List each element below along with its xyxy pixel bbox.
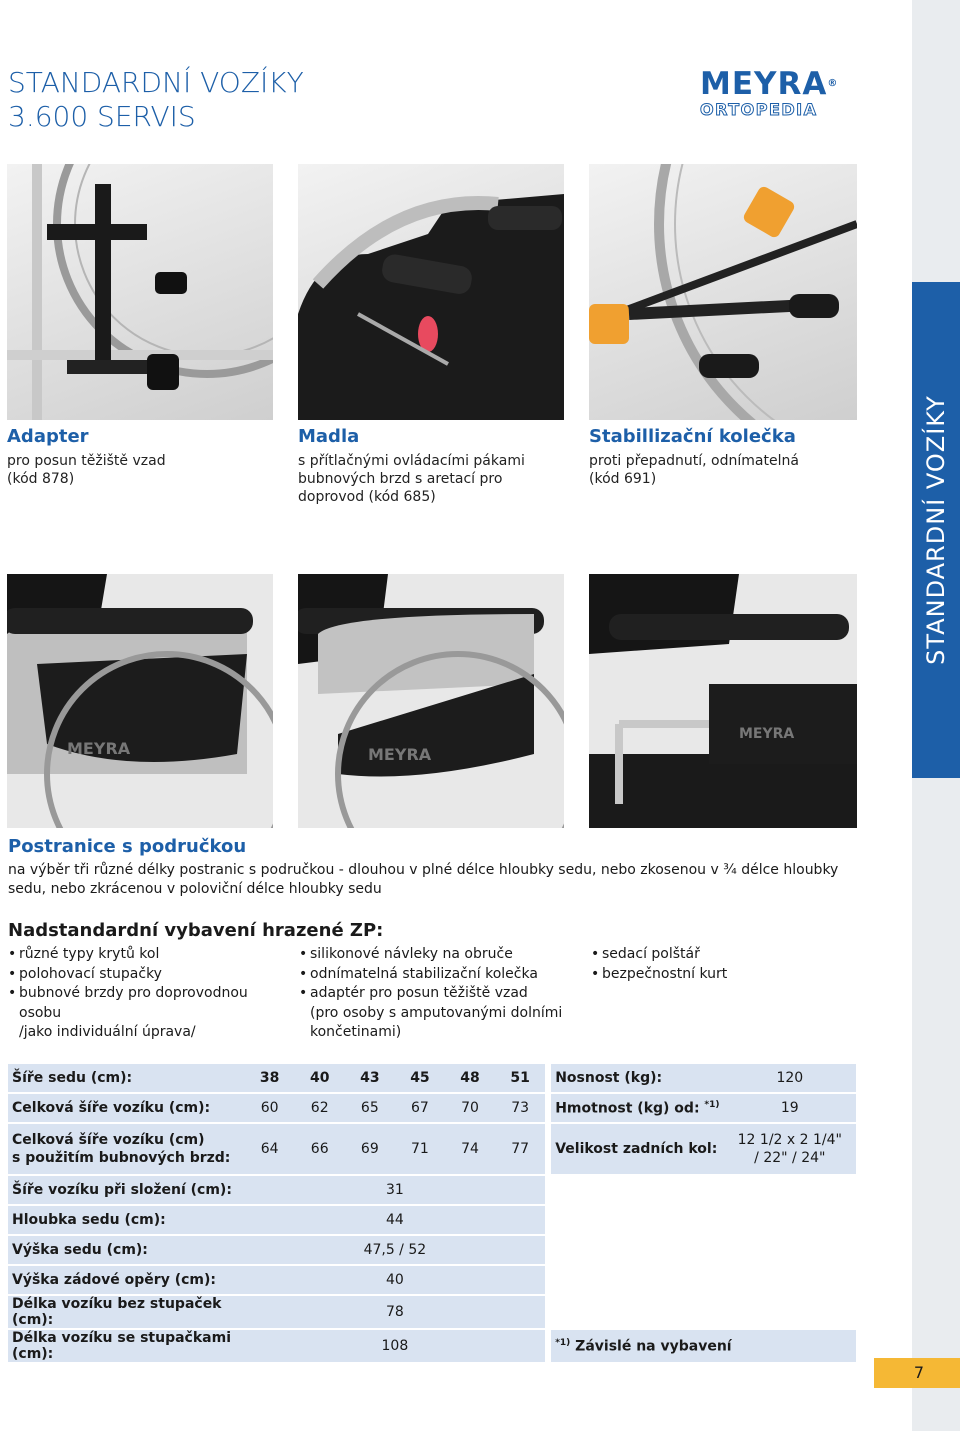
table-row: Šíře sedu (cm): 38 40 43 45 48 51 Nosnost (kg): 120 xyxy=(8,1064,856,1092)
table-row: Šíře vozíku při složení (cm): 31 xyxy=(8,1176,856,1204)
table-row: Výška zádové opěry (cm): 40 xyxy=(8,1266,856,1294)
extras-list-3 xyxy=(591,945,851,984)
stabilizers-photo xyxy=(589,164,857,420)
table-row: Celková šíře vozíku (cm): 60 62 65 67 70 73 Hmotnost (kg) od: $^{*1)}$ 19 xyxy=(8,1094,856,1122)
list-item-cont: končetinami) xyxy=(310,1024,402,1040)
footnote: $^{*1)}$ Závislé na vybavení xyxy=(551,1330,856,1362)
handles-photo xyxy=(298,164,564,420)
side-tab-label: STANDARDNÍ VOZÍKY xyxy=(922,395,950,665)
list-item: • sedací polštář xyxy=(591,945,851,965)
table-row: Délka vozíku bez stupaček (cm): 78 xyxy=(8,1296,856,1328)
list-item-cont: osobu xyxy=(19,1004,62,1021)
side-panel-photo-sloped xyxy=(298,574,564,828)
list-item-cont: (pro osoby s amputovanými dolními xyxy=(310,1004,563,1021)
list-item: • adaptér pro posun těžiště vzad xyxy=(299,984,579,1004)
svg-text:MEYRA: MEYRA xyxy=(368,745,432,764)
table-row: Hloubka sedu (cm): 44 xyxy=(8,1206,856,1234)
list-item: • bezpečnostní kurt xyxy=(591,965,851,985)
svg-text:MEYRA: MEYRA xyxy=(67,739,131,758)
extras-title: Nadstandardní vybavení hrazené ZP: xyxy=(8,920,384,941)
feature-handles-title: Madla xyxy=(298,426,360,447)
list-item: • silikonové návleky na obruče xyxy=(299,945,579,965)
side-panel-photo-short xyxy=(589,574,857,828)
feature-adapter-text: pro posun těžiště vzad (kód 878) xyxy=(7,453,166,487)
list-item-cont: /jako individuální úprava/ xyxy=(19,1024,196,1040)
side-panel-photo-long xyxy=(7,574,273,828)
extras-list-1 xyxy=(8,945,278,1043)
table-row: Délka vozíku se stupačkami (cm): 108 $^{*1)}$ Závislé na vybavení xyxy=(8,1330,856,1362)
side-panels-text: na výběr tři různé délky postranic s područkou - dlouhou v plné délce hloubky sedu, nebo zkosenou v ¾ délce hloubky sedu, nebo zkrácenou v poloviční délce hloubky sedu xyxy=(8,862,839,897)
side-panels-title: Postranice s područkou xyxy=(8,836,247,857)
feature-handles-text: s přítlačnými ovládacími pákami bubnových brzd s aretací pro doprovod (kód 685) xyxy=(298,453,525,505)
page-title: STANDARDNÍ VOZÍKY 3.600 SERVIS xyxy=(8,66,304,133)
table-row: Celková šíře vozíku (cm) s použitím bubnových brzd: 64 66 69 71 74 77 Velikost zadních kol: 12 1/2 x 2 1/4" / 22" / 24" xyxy=(8,1124,856,1174)
feature-adapter-title: Adapter xyxy=(7,426,89,447)
svg-text:MEYRA: MEYRA xyxy=(739,726,795,742)
spec-table xyxy=(8,1062,856,1364)
adapter-photo xyxy=(7,164,273,420)
feature-stabilizers-title: Stabillizační kolečka xyxy=(589,426,796,447)
table-row: Výška sedu (cm): 47,5 / 52 xyxy=(8,1236,856,1264)
list-item: • odnímatelná stabilizační kolečka xyxy=(299,965,579,985)
feature-stabilizers-text: proti přepadnutí, odnímatelná (kód 691) xyxy=(589,453,799,487)
page-number: 7 xyxy=(874,1358,960,1388)
meyra-logo: MEYRA® ORTOPEDIA xyxy=(700,66,839,119)
list-item: • různé typy krytů kol xyxy=(8,945,278,965)
list-item: • polohovací stupačky xyxy=(8,965,278,985)
list-item: • bubnové brzdy pro doprovodnou xyxy=(8,984,278,1004)
extras-list-2 xyxy=(299,945,579,1043)
